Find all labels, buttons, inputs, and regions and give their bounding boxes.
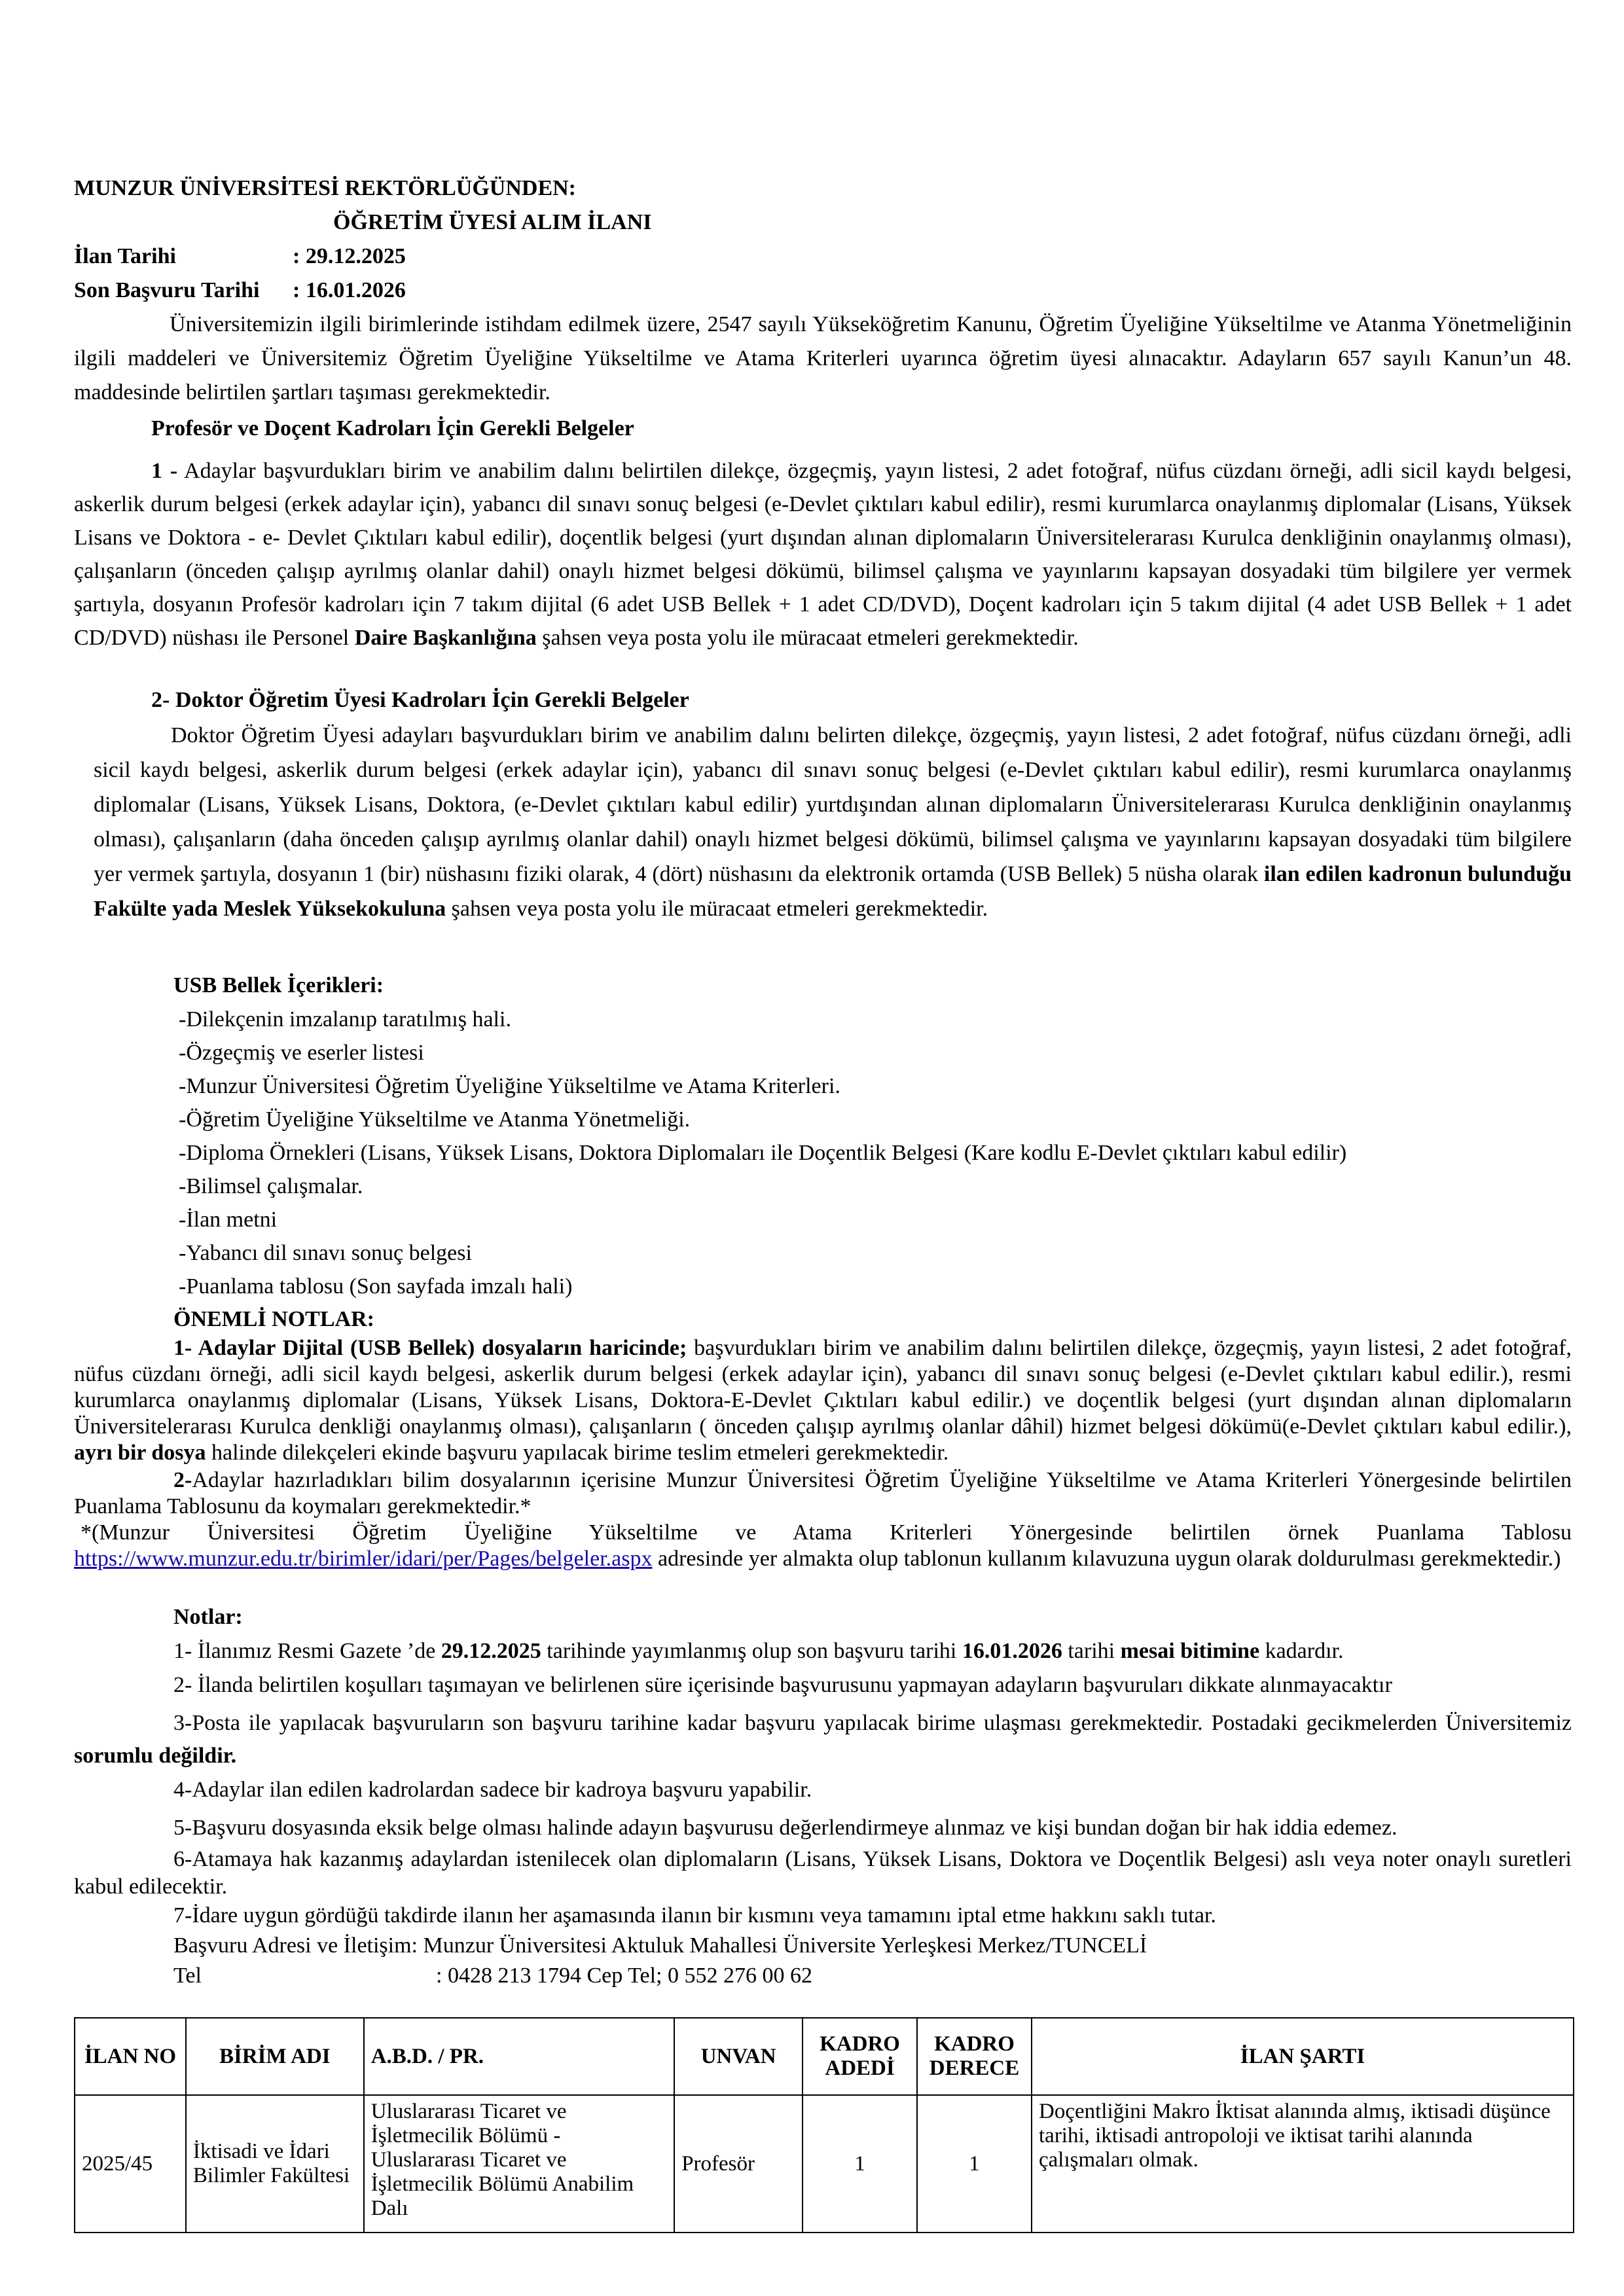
not-2: 2- İlanda belirtilen koşulları taşımayan ve belirlenen süre içerisinde başvurusunu yapmayan adayların başvuruları dikkate alınmayacaktır: [173, 1673, 1392, 1697]
usb-item: -Dilekçenin imzalanıp taratılmış hali.: [179, 1007, 511, 1031]
son-basvuru-label: Son Başvuru Tarihi: [74, 278, 260, 302]
usb-heading: USB Bellek İçerikleri:: [173, 973, 384, 997]
usb-item: -Özgeçmiş ve eserler listesi: [179, 1041, 424, 1065]
page-title: ÖĞRETİM ÜYESİ ALIM İLANI: [333, 210, 652, 234]
onemli-notlar-heading: ÖNEMLİ NOTLAR:: [173, 1307, 374, 1331]
onemli-note-3-text2: adresinde yer almakta olup tablonun kullanım kılavuzuna uygun olarak doldurulması gerekmektedir.): [658, 1547, 1561, 1571]
usb-item: -Puanlama tablosu (Son sayfada imzalı hali): [179, 1274, 573, 1299]
section1-heading: Profesör ve Doçent Kadroları İçin Gerekli Belgeler: [151, 416, 634, 440]
header-ilan-sarti: İLAN ŞARTI: [1032, 2018, 1574, 2095]
cell-ilan-no: 2025/45: [75, 2095, 186, 2233]
onemli-note-2-text: Adaylar hazırladıkları bilim dosyalarının içerisine Munzur Üniversitesi Öğretim Üyeliğine Yükseltilme ve Atama Kriterleri Yönergesinde belirtilen Puanlama Tablosunu da koymaları gerekmektedir.*: [74, 1468, 1572, 1518]
intro-paragraph: Üniversitemizin ilgili birimlerinde istihdam edilmek üzere, 2547 sayılı Yükseköğretim Kanunu, Öğretim Üyeliğine Yükseltilme ve Atanma Yönetmeliğinin ilgili maddeleri ve Üniversitemiz Öğretim Üyeliğine Yükseltilme ve Atama Kriterleri uyarınca öğretim üyesi alınacaktır. Adayların 657 sayılı Kanun’un 48. maddesinde belirtilen şartları taşıması gerekmektedir.: [74, 312, 1572, 404]
onemli-note-1: [74, 1335, 1572, 1466]
header-abd-pr: A.B.D. / PR.: [364, 2018, 675, 2095]
basvuru-adresi: Başvuru Adresi ve İletişim: Munzur Üniversitesi Aktuluk Mahallesi Üniversite Yerleşkesi Merkez/TUNCELİ: [173, 1933, 1147, 1958]
not-1: [173, 1636, 1344, 1666]
ilan-tarihi-label: İlan Tarihi: [74, 244, 176, 268]
header-unvan: UNVAN: [674, 2018, 803, 2095]
cell-kadro-derece: 1: [917, 2095, 1032, 2233]
onemli-note-3-text: *(Munzur Üniversitesi Öğretim Üyeliğine Yükseltilme ve Atama Kriterleri Yönergesinde belirtilen örnek Puanlama Tablosu: [81, 1520, 1572, 1545]
son-basvuru-value: : 16.01.2026: [293, 278, 406, 302]
usb-item: -Diploma Örnekleri (Lisans, Yüksek Lisans, Doktora Diplomaları ile Doçentlik Belgesi (Kare kodlu E-Devlet çıktıları kabul edilir): [179, 1141, 1347, 1165]
cell-ilan-sarti: Doçentliğini Makro İktisat alanında almış, iktisadi düşünce tarihi, iktisadi antropoloji ve iktisat tarihi alanında çalışmaları olmak.: [1032, 2095, 1574, 2233]
not-7: 7-İdare uygun gördüğü takdirde ilanın her aşamasında ilanın bir kısmını veya tamamını iptal etme hakkını saklı tutar.: [173, 1903, 1216, 1928]
onemli-note-2: [74, 1467, 1572, 1520]
not-1-text-a: 1- İlanımız Resmi Gazete ’de: [173, 1639, 436, 1663]
ilan-table: [74, 2017, 1574, 2233]
institution-heading: MUNZUR ÜNİVERSİTESİ REKTÖRLÜĞÜNDEN:: [74, 176, 576, 200]
header-kadro-derece: KADRO DERECE: [917, 2018, 1032, 2095]
tel-value: : 0428 213 1794 Cep Tel; 0 552 276 00 62: [436, 1964, 812, 1988]
section2-text-a: Doktor Öğretim Üyesi adayları başvurdukları birim ve anabilim dalını belirten dilekçe, özgeçmiş, yayın listesi, 2 adet fotoğraf, nüfus cüzdanı örneği, adli sicil kaydı belgesi, askerlik durum belgesi (erkek adaylar için), yabancı dil sınavı sonuç belgesi (e-Devlet çıktıları kabul edilir), resmi kurumlarca onaylanmış diplomalar (Lisans, Yüksek Lisans, Doktora, (e-Devlet çıktıları kabul edilir) yurtdışından alınan diplomaların Üniversitelerarası Kurulca denkliğinin onaylanmış olması), çalışanların (daha önceden çalışıp ayrılmış olanlar dahil) onaylı hizmet belgesi dökümü, bilimsel çalışma ve yayınlarını kapsayan dosyadaki tüm bilgilere yer vermek şartıyla, dosyanın 1 (bir) nüshasını fiziki olarak, 4 (dört) nüshasını da elektronik ortamda (USB Bellek) 5 nüsha olarak: [94, 723, 1572, 886]
cell-kadro-adedi: 1: [803, 2095, 917, 2233]
not-5: 5-Başvuru dosyasında eksik belge olması halinde adayın başvurusu değerlendirmeye alınmaz ve kişi bundan doğan bir hak iddia edemez.: [173, 1816, 1398, 1840]
not-6: 6-Atamaya hak kazanmış adaylardan istenilecek olan diplomaların (Lisans, Yüksek Lisans, Doktora ve Doçentlik Belgesi) aslı veya noter onaylı suretleri kabul edilecektir.: [74, 1847, 1572, 1899]
not-1-text-c: tarihi: [1068, 1639, 1115, 1663]
section2-paragraph: [94, 718, 1572, 926]
usb-item: -Munzur Üniversitesi Öğretim Üyeliğine Yükseltilme ve Atama Kriterleri.: [179, 1074, 840, 1098]
not-1-date-1: 29.12.2025: [441, 1639, 541, 1663]
not-3: [74, 1707, 1572, 1772]
not-3-text: 3-Posta ile yapılacak başvuruların son başvuru tarihine kadar başvuru yapılacak birime ulaşması gerekmektedir. Postadaki gecikmelerden Üniversitemiz: [173, 1711, 1572, 1735]
section2-text-b: şahsen veya posta yolu ile müracaat etmeleri gerekmektedir.: [451, 897, 988, 921]
onemli-note-2-number: 2-: [173, 1468, 192, 1492]
cell-unvan: Profesör: [674, 2095, 803, 2233]
onemli-note-1-text: başvurdukları birim ve anabilim dalını belirtilen dilekçe, özgeçmiş, yayın listesi, 2 adet fotoğraf, nüfus cüzdanı örneği, adli sicil kaydı belgesi, askerlik durum belgesi (erkek adaylar için), yabancı dil sınavı sonuç belgesi (e-Devlet çıktıları kabul edilir.), resmi kurumlarca onaylanmış diplomalar (Lisans, Yüksek Lisans, Doktora-E-Devlet Çıktıları kabul edilir.) ve doçentlik belgesi (yurt dışından alınan diplomaların Üniversitelerarası Kurulca denkliği onaylanmış olması), çalışanların ( önceden çalışıp ayrılmış olanlar dâhil) hizmet belgesi dökümü(e-Devlet çıktıları kabul edilir.),: [74, 1336, 1572, 1439]
section1-text-b: şahsen veya posta yolu ile müracaat etmeleri gerekmektedir.: [542, 626, 1079, 650]
not-1-text-d: kadardır.: [1265, 1639, 1344, 1663]
not-1-date-2: 16.01.2026: [962, 1639, 1062, 1663]
cell-abd: Uluslararası Ticaret ve İşletmecilik Bölümü - Uluslararası Ticaret ve İşletmecilik Bölümü Anabilim Dalı: [364, 2095, 675, 2233]
section1-text-a: Adaylar başvurdukları birim ve anabilim dalını belirtilen dilekçe, özgeçmiş, yayın listesi, 2 adet fotoğraf, nüfus cüzdanı örneği, adli sicil kaydı belgesi, askerlik durum belgesi (erkek adaylar için), yabancı dil sınavı sonuç belgesi (e-Devlet çıktıları kabul edilir), resmi kurumlarca onaylanmış diplomalar (Lisans, Yüksek Lisans ve Doktora - e- Devlet Çıktıları kabul edilir), doçentlik belgesi (yurt dışından alınan diplomaların Üniversitelerarası Kurulca denkliğinin onaylanmış olması), çalışanların (önceden çalışıp ayrılmış olanlar dahil) onaylı hizmet belgesi dökümü, bilimsel çalışma ve yayınlarını kapsayan dosyadaki tüm bilgilere yer vermek şartıyla, dosyanın Profesör kadroları için 7 takım dijital (6 adet USB Bellek + 1 adet CD/DVD), Doçent kadroları için 5 takım dijital (4 adet USB Bellek + 1 adet CD/DVD) nüshası ile Personel: [74, 459, 1572, 650]
section1-number: 1 -: [151, 459, 178, 483]
usb-item: -İlan metni: [179, 1208, 278, 1232]
not-4: 4-Adaylar ilan edilen kadrolardan sadece bir kadroya başvuru yapabilir.: [173, 1778, 812, 1802]
notlar-heading: Notlar:: [173, 1605, 243, 1629]
table-header-row: [75, 2018, 1574, 2095]
puanlama-tablosu-link[interactable]: https://www.munzur.edu.tr/birimler/idari/per/Pages/belgeler.aspx: [74, 1547, 653, 1571]
not-3-bold: sorumlu değildir.: [74, 1744, 237, 1768]
onemli-note-3: [74, 1520, 1572, 1572]
onemli-note-1-bold: 1- Adaylar Dijital (USB Bellek) dosyaların haricinde;: [173, 1336, 687, 1360]
section2-heading: 2- Doktor Öğretim Üyesi Kadroları İçin Gerekli Belgeler: [151, 688, 689, 712]
onemli-note-1-text2: halinde dilekçeleri ekinde başvuru yapılacak birime teslim etmeleri gerekmektedir.: [211, 1441, 949, 1465]
header-ilan-no: İLAN NO: [75, 2018, 186, 2095]
usb-item: -Bilimsel çalışmalar.: [179, 1174, 363, 1198]
onemli-note-1-bold2: ayrı bir dosya: [74, 1441, 206, 1465]
tel-label: Tel: [173, 1964, 202, 1988]
section1-bold: Daire Başkanlığına: [354, 626, 537, 650]
header-kadro-adedi: KADRO ADEDİ: [803, 2018, 917, 2095]
usb-item: -Öğretim Üyeliğine Yükseltilme ve Atanma Yönetmeliği.: [179, 1107, 691, 1132]
not-1-text-b: tarihinde yayımlanmış olup son başvuru tarihi: [547, 1639, 957, 1663]
not-1-bold: mesai bitimine: [1120, 1639, 1260, 1663]
header-birim-adi: BİRİM ADI: [186, 2018, 364, 2095]
ilan-tarihi-value: : 29.12.2025: [293, 244, 406, 268]
section2-bold: ilan edilen kadronun bulunduğu Fakülte yada Meslek Yüksekokuluna: [94, 862, 1572, 921]
table-row: [75, 2095, 1574, 2233]
usb-item: -Yabancı dil sınavı sonuç belgesi: [179, 1241, 472, 1265]
cell-birim: İktisadi ve İdari Bilimler Fakültesi: [186, 2095, 364, 2233]
section1-paragraph: [74, 454, 1572, 655]
